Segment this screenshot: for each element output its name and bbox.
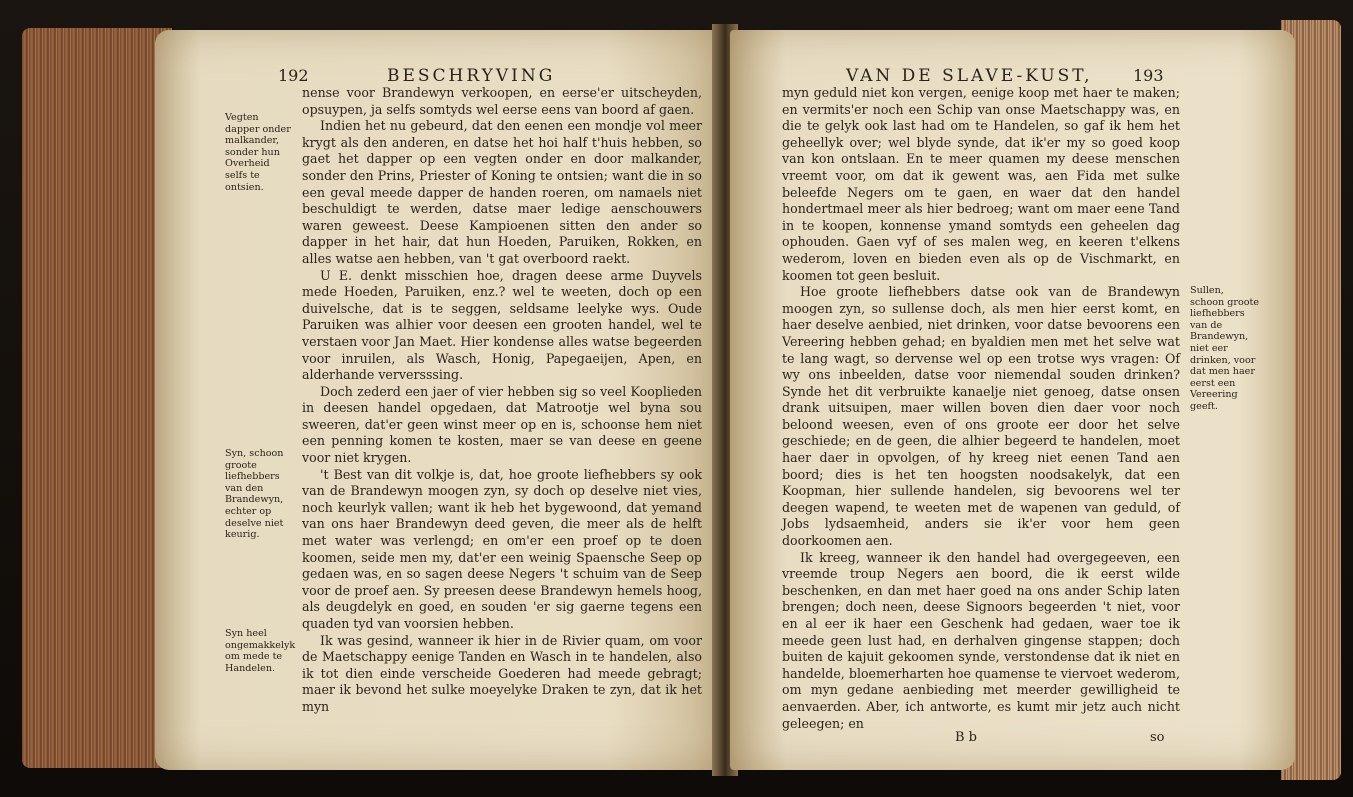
paragraph: Indien het nu gebeurd, dat den eenen een mondje vol meer krygt als den anderen, en datse het hoi half t'huis hebben, so gaet het dapper op een vegten onder en door malkander, sonder den Prins, Priester of Koning te ontsien; want die in so een geval meede dapper de handen roeren, om namaels niet beschuldigt te werden, datse maer ledige aenschouwers waren geweest. Deese Kampioenen sitten den ander so dapper in het hair, dat hun Hoeden, Paruiken, Rokken, en alles watse aen hebben, van 't gat overboord raekt. xyxy=(302,118,702,266)
catchword: so xyxy=(1150,730,1165,745)
signature-mark: B b xyxy=(955,730,978,745)
running-head-left: BESCHRYVING xyxy=(387,66,556,86)
left-page xyxy=(155,30,720,770)
page-number-right: 193 xyxy=(1133,66,1164,85)
right-page xyxy=(730,30,1295,770)
margin-note-1: Vegten dapper onder malkander, sonder hun Overheid selfs te ontsien. xyxy=(225,112,291,193)
paragraph: myn geduld niet kon vergen, eenige koop met haer te maken; en vermits'er noch een Schip van onse Maetschappy was, en die te gelyk ook last had om te Handelen, so gaf ik hem het geheellyk over; wel blyde synde, dat ik'er my so goed koop van kon ontslaan. En te meer quamen my deese menschen vreemt voor, om dat ik gewent was, aen Fida met sulke beleefde Negers om te gaen, en waer dat den handel hondertmael meer als hier bedroeg; want om maer eene Tand in te koopen, konnense ymand somtyds een geheelen dag ophouden. Gaen vyf of ses malen weg, en keeren t'elkens wederom, loven en bieden even als op de Vischmarkt, en koomen tot geen besluit. xyxy=(782,85,1180,283)
left-body-text xyxy=(302,85,702,716)
running-head-right: VAN DE SLAVE-KUST, xyxy=(846,66,1093,86)
margin-note-right: Sullen, schoon groote liefhebbers van de Brandewyn, niet eer drinken, voor dat men haer eerst een Vereering geeft. xyxy=(1190,285,1260,412)
paragraph: Ik was gesind, wanneer ik hier in de Rivier quam, om voor de Maetschappy eenige Tanden en Wasch in te handelen, also ik tot dien einde verscheide Goederen had meede gebragt; maer ik bevond het sulke moeyelyke Draken te zyn, dat ik het myn xyxy=(302,632,702,714)
left-page-edges xyxy=(22,28,172,768)
paragraph: Doch zederd een jaer of vier hebben sig so veel Kooplieden in deesen handel opgedaen, dat Matrootje wel byna sou sweeren, dat'er geen winst meer op en is, schoonse hem niet een penning komen te kosten, maer se van deese en geene voor niet krygen. xyxy=(302,383,702,466)
paragraph: 't Best van dit volkje is, dat, hoe groote liefhebbers sy ook van de Brandewyn moogen zyn, sy doch op deselve niet vies, noch keurlyk vallen; want ik heb het bygewoond, dat yemand van ons haer Brandewyn deed geven, die meer als de helft met water was verlengd; en om'er een proef op te doen koomen, seide men my, dat'er een weinig Spaensche Seep op gedaen was, en so sagen deese Negers 't schuim van de Seep voor de proef aen. Sy preesen deese Brandewyn hemels hoog, als deugdelyk en goed, en souden 'er sig gaerne tegens een quaden tyd van voorsien hebben. xyxy=(302,466,702,631)
paragraph: U E. denkt misschien hoe, dragen deese arme Duyvels mede Hoeden, Paruiken, enz.? wel te weeten, doch op een duivelsche, dat is te seggen, seldsame leelyke wys. Oude Paruiken was alhier voor deesen een grooten handel, wel te verstaen voor Jan Maet. Hier kondense alles watse begeerden voor inruilen, als Wasch, Honig, Papegaeijen, Apen, en alderhande verversssing. xyxy=(302,267,702,383)
paragraph: Ik kreeg, wanneer ik den handel had overgegeeven, een vreemde troup Negers aen boord, die ik eerst wilde beschenken, en dan met haer goed na ons ander Schip laten brengen; doch neen, deese Signoors begeerden 't niet, voor en al eer ik haer een Geschenk had gedaen, waer toe ik meede geen lust had, en derhalven gingense stappen; doch buiten de kajuit gekoomen synde, verstondense dat ik niet en handelde, bloemerharten hoe quamense te viervoet wederom, om myn gedane aenbieding met meerder gewilligheid te aenvaerden. Aber, ich antworte, es kumt mir jetz auch nicht geleegen; en xyxy=(782,549,1180,731)
margin-note-3: Syn heel ongemakkelyk om mede te Handelen. xyxy=(225,628,296,674)
paragraph: Hoe groote liefhebbers datse ook van de Brandewyn moogen zyn, so sullense doch, als men hier eerst komt, en haer deselve aenbied, niet drinken, voor datse bevoorens een Vereering hebben gehad; en byaldien men met het selve wat te lang wagt, so dervense wel op een trotse wys vragen: Of wy ons inbeelden, datse voor niemendal souden drinken? Synde het dit verbruikte kanaelje niet genoeg, datse onsen drank uitsuipen, maer willen boven dien daer voor noch beloond weesen, even of ons groote eer door het selve geschiede; en de geen, die alhier begeerd te handelen, moet haer daer in opvolgen, of hy kreeg niet eenen Tand aen boord; dies is het ten hoogsten noodsakelyk, dat een Koopman, hier sullende handelen, sig bevoorens wel ter deegen wapend, te weeten met de wapenen van geduld, of Jobs lydsaemheid, anders sie ik'er voor hem geen doorkoomen aen. xyxy=(782,284,1180,549)
paragraph: nense voor Brandewyn verkoopen, en eerse'er uitscheyden, opsuypen, ja selfs somtyds wel eerse eens van boord af gaen. xyxy=(302,85,702,117)
right-body-text xyxy=(782,85,1180,732)
margin-note-2: Syn, schoon groote liefhebbers van den Brandewyn, echter op deselve niet keurig. xyxy=(225,448,284,541)
page-number-left: 192 xyxy=(278,66,309,85)
